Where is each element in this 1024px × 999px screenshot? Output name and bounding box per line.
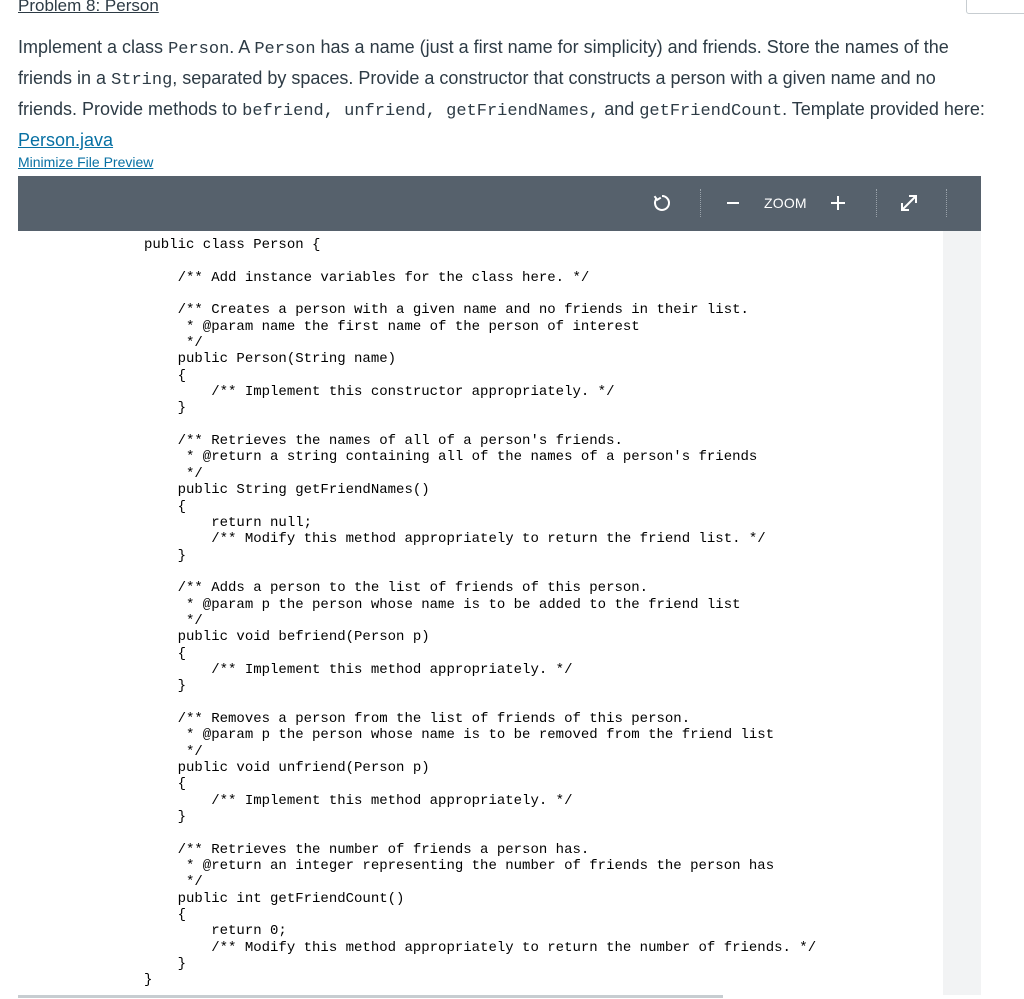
rotate-button[interactable] (644, 184, 680, 222)
top-right-box (966, 0, 1024, 14)
code-line: return null; (144, 514, 313, 531)
code-line: /** Retrieves the names of all of a person's friends. (144, 433, 623, 450)
desc-code: getFriendCount (639, 102, 783, 121)
code-line: { (144, 498, 187, 515)
file-preview-viewer[interactable] (18, 231, 981, 995)
code-line: */ (144, 612, 203, 629)
minimize-file-preview-link[interactable]: Minimize File Preview (18, 154, 154, 170)
code-line: */ (144, 335, 203, 352)
code-line: /** Removes a person from the list of friends of this person. (144, 710, 691, 727)
code-line: public void befriend(Person p) (144, 629, 430, 646)
expand-icon (899, 193, 919, 213)
code-line: * @param p the person whose name is to be added to the friend list (144, 596, 741, 613)
desc-code: Person (254, 40, 316, 59)
zoom-in-button[interactable] (822, 184, 854, 222)
code-line: public int getFriendCount() (144, 890, 405, 907)
code-line: } (144, 400, 187, 417)
code-line: */ (144, 743, 203, 760)
code-line: */ (144, 465, 203, 482)
code-line: } (144, 547, 187, 564)
code-line: { (144, 907, 187, 924)
code-line: /** Implement this constructor appropriately. */ (144, 384, 615, 401)
horizontal-scrollbar[interactable] (18, 995, 723, 998)
zoom-out-button[interactable] (718, 184, 748, 222)
code-line: } (144, 972, 153, 989)
code-line: return 0; (144, 923, 287, 940)
code-line: public void unfriend(Person p) (144, 760, 430, 776)
code-line: { (144, 645, 187, 662)
code-line: * @return a string containing all of the names of a person's friends (144, 449, 758, 466)
toolbar-separator (876, 189, 877, 217)
code-line: { (144, 776, 187, 793)
plus-icon (829, 194, 847, 212)
toolbar-separator (700, 189, 701, 217)
code-line: /** Adds a person to the list of friends of this person. (144, 580, 649, 597)
code-line: /** Implement this method appropriately. */ (144, 661, 573, 678)
code-line: * @param name the first name of the person of interest (144, 318, 640, 335)
desc-text: has a name (just a first name for simplicity) and friends. Store the names of the friends in a (18, 37, 949, 88)
code-line: public String getFriendNames() (144, 482, 430, 499)
problem-description (18, 33, 993, 155)
desc-code: String (111, 71, 173, 90)
desc-code: Person (168, 40, 230, 59)
code-line: /** Add instance variables for the class here. */ (144, 269, 590, 286)
code-line: /** Modify this method appropriately to return the number of friends. */ (144, 939, 817, 956)
code-line: */ (144, 874, 203, 891)
code-line: * @return an integer representing the number of friends the person has (144, 858, 775, 875)
rotate-icon (652, 193, 672, 213)
desc-text: , separated by spaces. Provide a constructor that constructs a person with a given name and no friends. Provide methods to (18, 68, 936, 119)
toolbar-separator (946, 189, 947, 217)
file-preview-toolbar (18, 176, 981, 231)
person-java-link[interactable]: Person.java (18, 130, 114, 150)
document-page (18, 231, 943, 995)
desc-text: . A (229, 37, 255, 57)
code-line: /** Retrieves the number of friends a person has. (144, 841, 590, 858)
minus-icon (725, 195, 741, 211)
code-line: * @param p the person whose name is to be removed from the friend list (144, 727, 775, 744)
code-line: public class Person { (144, 237, 321, 253)
code-line: } (144, 809, 187, 826)
desc-text: . Template provided here: (782, 99, 985, 119)
desc-text: Implement a class (18, 37, 169, 57)
desc-text: and (599, 99, 640, 119)
code-line: public Person(String name) (144, 351, 397, 368)
code-line: } (144, 678, 187, 695)
fullscreen-button[interactable] (892, 184, 926, 222)
code-line: /** Implement this method appropriately. */ (144, 792, 573, 809)
zoom-label: ZOOM (764, 195, 807, 211)
code-line: /** Modify this method appropriately to return the friend list. */ (144, 531, 766, 548)
problem-heading: Problem 8: Person (18, 0, 159, 15)
desc-code: befriend, unfriend, getFriendNames, (242, 102, 600, 121)
java-code-block (144, 237, 816, 989)
code-line: } (144, 956, 187, 973)
code-line: { (144, 367, 187, 384)
code-line: /** Creates a person with a given name and no friends in their list. (144, 302, 749, 319)
